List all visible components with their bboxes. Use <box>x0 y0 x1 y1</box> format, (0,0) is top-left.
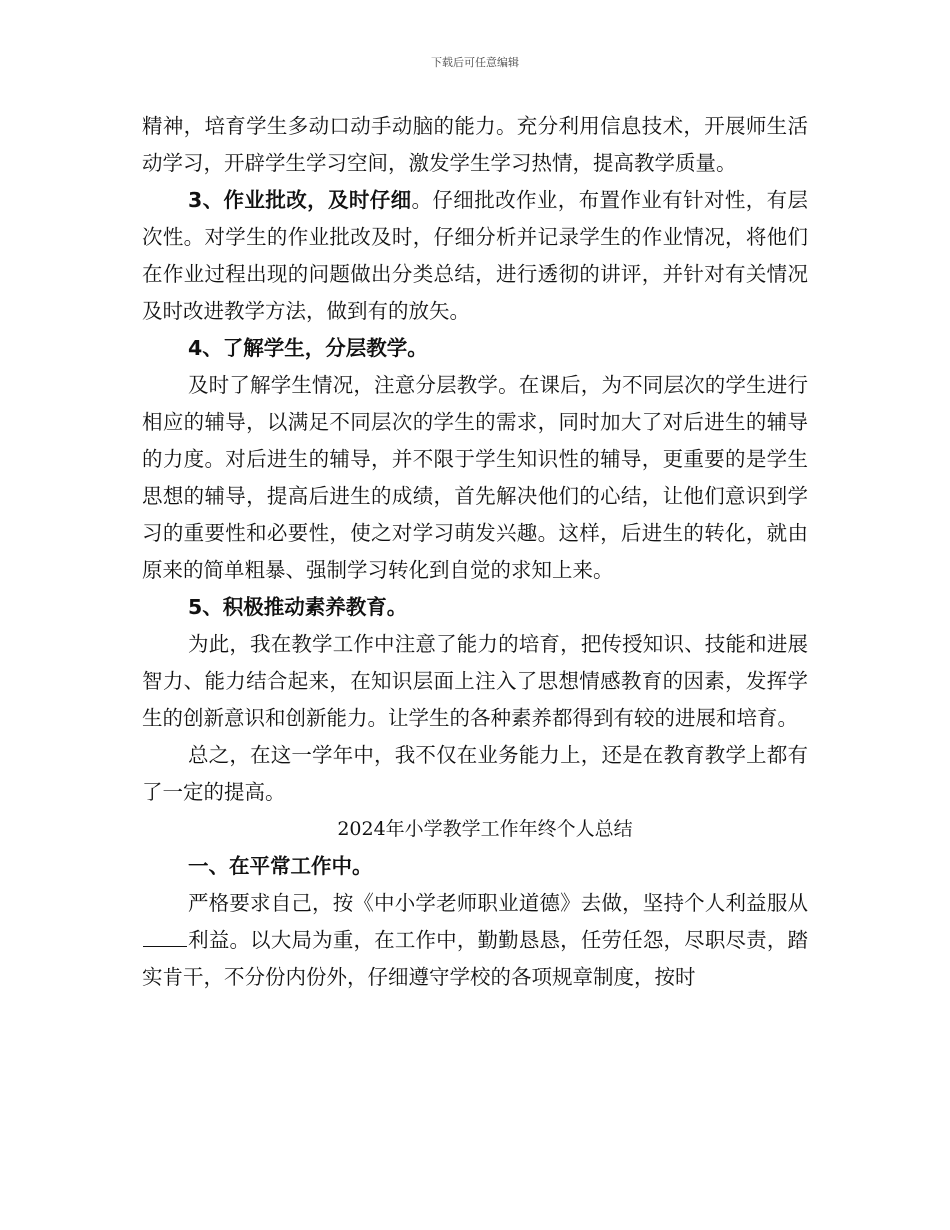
item-4-text: 及时了解学生情况，注意分层教学。在课后，为不同层次的学生进行相应的辅导，以满足不同层次的学生的需求，同时加大了对后进生的辅导的力度。对后进生的辅导，并不限于学生知识性的辅导，更重要的是学生思想的辅导，提高后进生的成绩，首先解决他们的心结，让他们意识到学习的重要性和必要性，使之对学习萌发兴趣。这样，后进生的转化，就由原来的简单粗暴、强制学习转化到自觉的求知上来。 <box>142 373 808 582</box>
section-1-text-a: 严格要求自己，按《中小学老师职业道德》去做，坚持个人利益服从 <box>188 891 808 915</box>
document-body <box>142 108 808 996</box>
paragraph-1: 精神，培育学生多动口动手动脑的能力。充分利用信息技术，开展师生活动学习，开辟学生学习空间，激发学生学习热情，提高教学质量。 <box>142 114 808 175</box>
item-5-heading: 5、积极推动素养教育。 <box>188 595 408 619</box>
section-1-text-b: 利益。以大局为重，在工作中，勤勤恳恳，任劳任怨，尽职尽责，踏实肯干，不分份内份外，仔细遵守学校的各项规章制度，按时 <box>142 928 808 989</box>
section-title: 2024年小学教学工作年终个人总结 <box>337 818 633 840</box>
item-5-text: 为此，我在教学工作中注意了能力的培育，把传授知识、技能和进展智力、能力结合起来，在知识层面上注入了思想情感教育的因素，发挥学生的创新意识和创新能力。让学生的各种素养都得到有较的进展和培育。 <box>142 632 808 730</box>
section-1-text <box>142 885 808 996</box>
section-1-heading: 一、在平常工作中。 <box>188 854 373 878</box>
page-header-note: 下载后可任意编辑 <box>431 56 519 69</box>
item-4-heading: 4、了解学生，分层教学。 <box>188 336 428 360</box>
fill-in-blank <box>143 926 187 947</box>
summary-paragraph: 总之，在这一学年中，我不仅在业务能力上，还是在教育教学上都有了一定的提高。 <box>142 743 808 804</box>
item-3-paragraph <box>142 182 808 330</box>
item-3-heading: 3、作业批改，及时仔细 <box>188 188 412 212</box>
item-3-text: 。仔细批改作业，布置作业有针对性，有层次性。对学生的作业批改及时，仔细分析并记录学生的作业情况，将他们在作业过程出现的问题做出分类总结，进行透彻的讲评，并针对有关情况及时改进教学方法，做到有的放矢。 <box>142 188 809 323</box>
